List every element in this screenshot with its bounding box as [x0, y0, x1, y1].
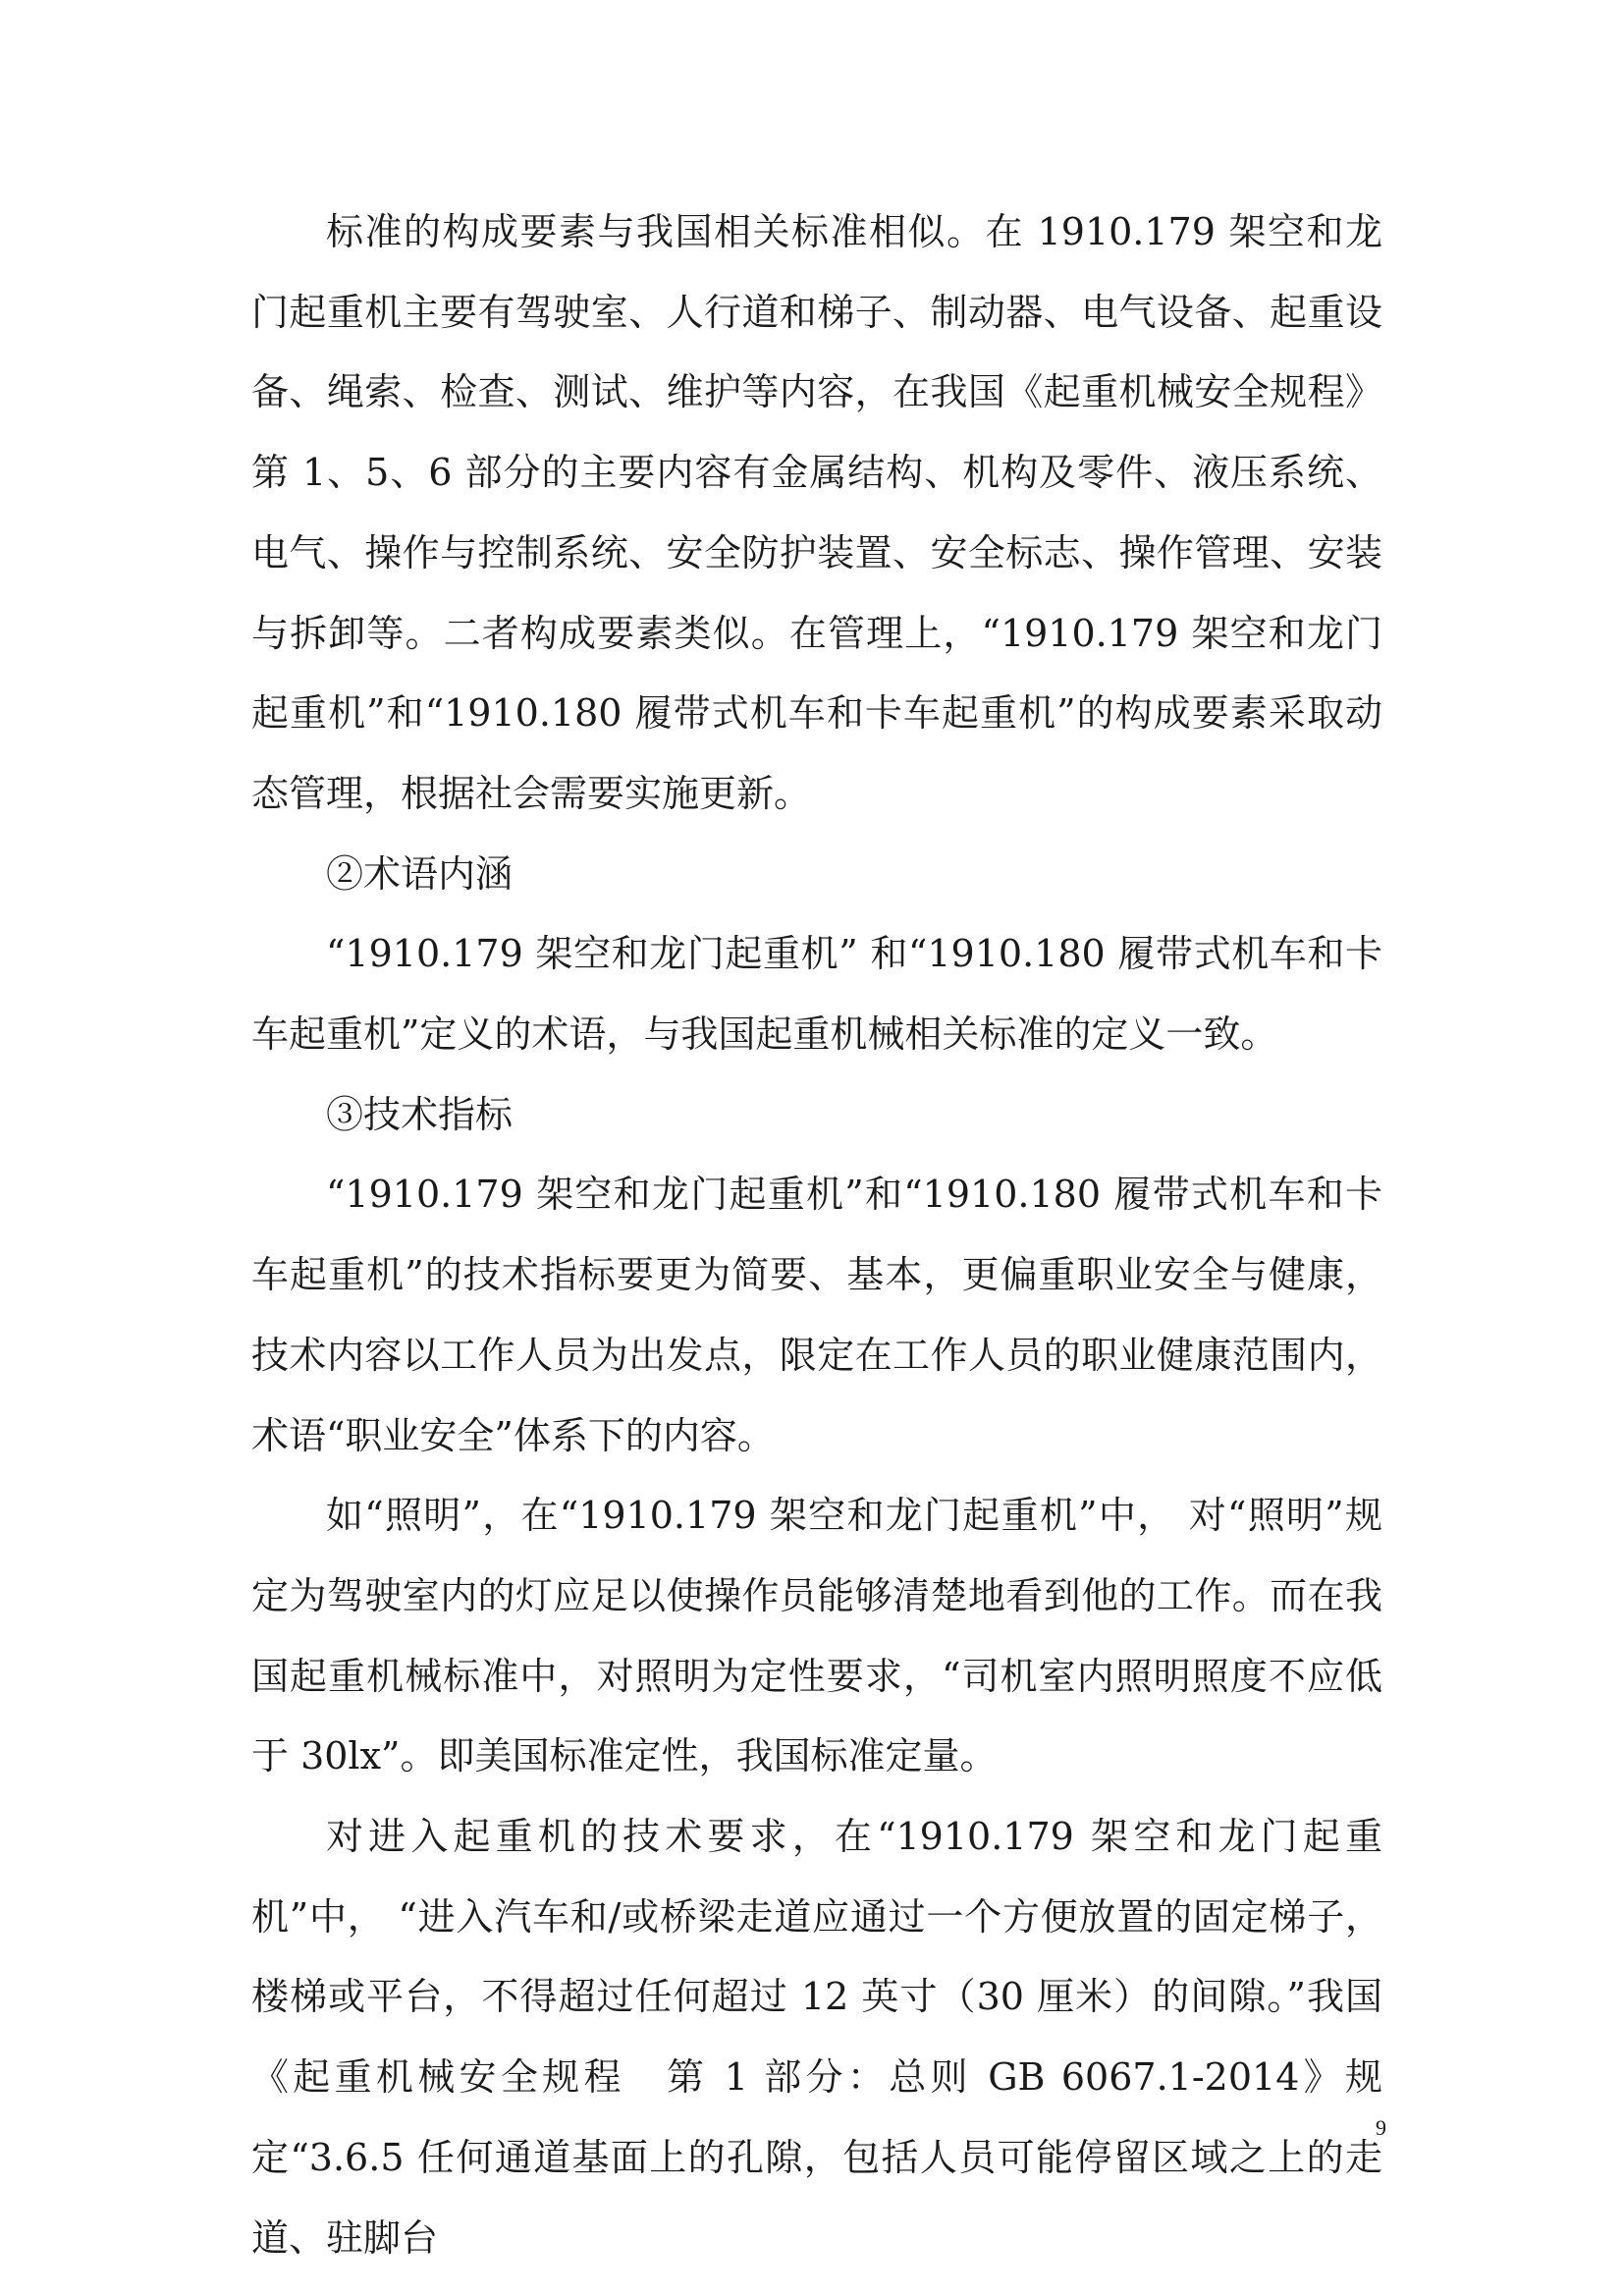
paragraph-technical-indicators: “1910.179 架空和龙门起重机”和“1910.180 履带式机车和卡车起重机”的技术指标要更为简要、基本，更偏重职业安全与健康，技术内容以工作人员为出发点，限定在工作人员的职业健康范围内，术语“职业安全”体系下的内容。 [251, 1173, 1382, 1457]
body-text [251, 192, 1382, 2278]
paragraph-standard-elements: 标准的构成要素与我国相关标准相似。在 1910.179 架空和龙门起重机主要有驾驶室、人行道和梯子、制动器、电气设备、起重设备、绳索、检查、测试、维护等内容，在我国《起重机械安全规程》第 1、5、6 部分的主要内容有金属结构、机构及零件、液压系统、电气、操作与控制系统、安全防护装置、安全标志、操作管理、安装与拆卸等。二者构成要素类似。在管理上，“1910.179 架空和龙门起重机”和“1910.180 履带式机车和卡车起重机”的构成要素采取动态管理，根据社会需要实施更新。 [251, 210, 1382, 815]
paragraph-access: 对进入起重机的技术要求，在“1910.179 架空和龙门起重机”中， “进入汽车和/或桥梁走道应通过一个方便放置的固定梯子，楼梯或平台，不得超过任何超过 12 英寸（30 厘米）的间隙。”我国《起重机械安全规程 第 1 部分：总则 GB 6067.1-2014》规定“3.6.5 任何通道基面上的孔隙，包括人员可能停留区域之上的走道、驻脚台 [251, 1815, 1382, 2260]
heading-technical-indicators: ③技术指标 [326, 1092, 514, 1136]
paragraph-lighting: 如“照明”，在“1910.179 架空和龙门起重机”中， 对“照明”规定为驾驶室内的灯应足以使操作员能够清楚地看到他的工作。而在我国起重机械标准中，对照明为定性要求，“司机室内照明照度不应低于 30lx”。即美国标准定性，我国标准定量。 [251, 1494, 1382, 1778]
heading-terminology: ②术语内涵 [326, 851, 514, 896]
page-number: 9 [1376, 2115, 1386, 2140]
paragraph-terminology: “1910.179 架空和龙门起重机” 和“1910.180 履带式机车和卡车起重机”定义的术语，与我国起重机械相关标准的定义一致。 [251, 932, 1382, 1057]
